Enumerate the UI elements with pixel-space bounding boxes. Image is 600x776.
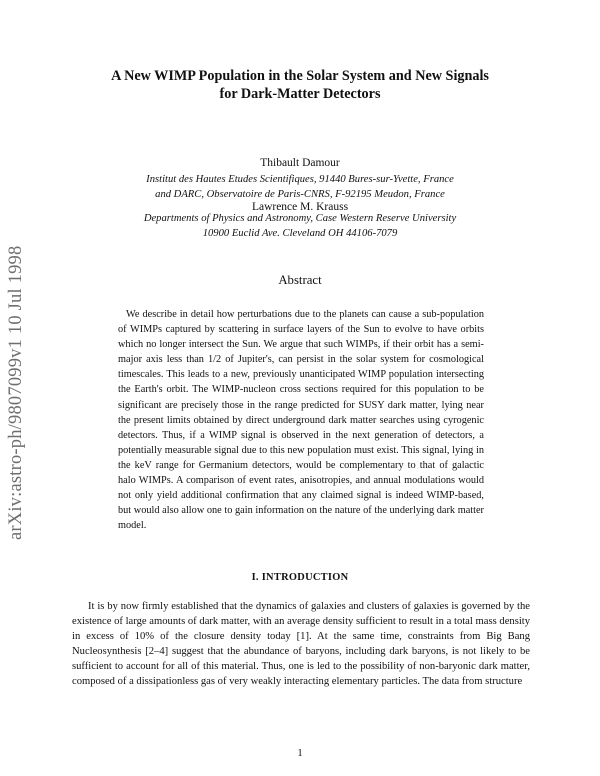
introduction-text: It is by now firmly established that the dynamics of galaxies and clusters of galaxies is governed by the existence of large amounts of dark matter, with an average density sufficient to result in a total mass density in excess of 10% of the closure density today [1]. At the same time, constraints from Big Bang Nucleosynthesis [2–4] suggest that the abundance of baryons, including dark baryons, is not likely to be sufficient to account for all of this material. Thus, one is led to the possibility of non-baryonic dark matter, composed of a dissipationless gas of very weakly interacting elementary particles. The data from structure [72, 601, 530, 688]
section-heading: I. INTRODUCTION [251, 572, 349, 583]
author-name: Thibault Damour [260, 157, 340, 169]
author-affiliation [60, 172, 540, 202]
arxiv-identifier: arXiv:astro-ph/9807099v1 10 Jul 1998 [6, 245, 26, 540]
affiliation-line-2: and DARC, Observatoire de Paris-CNRS, F-92195 Meudon, France [155, 189, 445, 200]
title-line-1: A New WIMP Population in the Solar System and New Signals [111, 68, 489, 84]
affiliation-line-1: Departments of Physics and Astronomy, Case Western Reserve University [143, 213, 457, 224]
abstract-heading: Abstract [278, 273, 322, 287]
affiliation-line-2: 10900 Euclid Ave. Cleveland OH 44106-7079 [202, 228, 398, 239]
affiliation-line-1: Institut des Hautes Etudes Scientifiques, 91440 Bures-sur-Yvette, France [146, 174, 454, 185]
page-number: 1 [297, 748, 303, 759]
abstract-text: We describe in detail how perturbations due to the planets can cause a sub-population of WIMPs captured by scattering in surface layers of the Sun to evolve to have orbits which no longer intersect the Sun. We argue that such WIMPs, if their orbit has a semi-major axis less than 1/2 of Jupiter's, can persist in the solar system for cosmological timescales. This leads to a new, previously unanticipated WIMP population intersecting the Earth's orbit. The WIMP-nucleon cross sections required for this population to be significant are precisely those in the range predicted for SUSY dark matter, lying near the present limits obtained by direct underground dark matter searches using cyrogenic detectors. Thus, if a WIMP signal is observed in the next generation of detectors, a potentially measurable signal due to this new population must exist. This signal, lying in the keV range for Germanium detectors, would be complementary to that of galactic halo WIMPs. A comparison of event rates, anisotropies, and annual modulations would not only yield additional confirmation that any claimed signal is indeed WIMP-based, but would also allow one to gain information on the nature of the underlying dark matter model. [118, 309, 484, 532]
title-line-2: for Dark-Matter Detectors [219, 86, 381, 102]
paper-title [60, 67, 540, 103]
author-affiliation [60, 211, 540, 241]
author-name: Lawrence M. Krauss [251, 201, 349, 213]
